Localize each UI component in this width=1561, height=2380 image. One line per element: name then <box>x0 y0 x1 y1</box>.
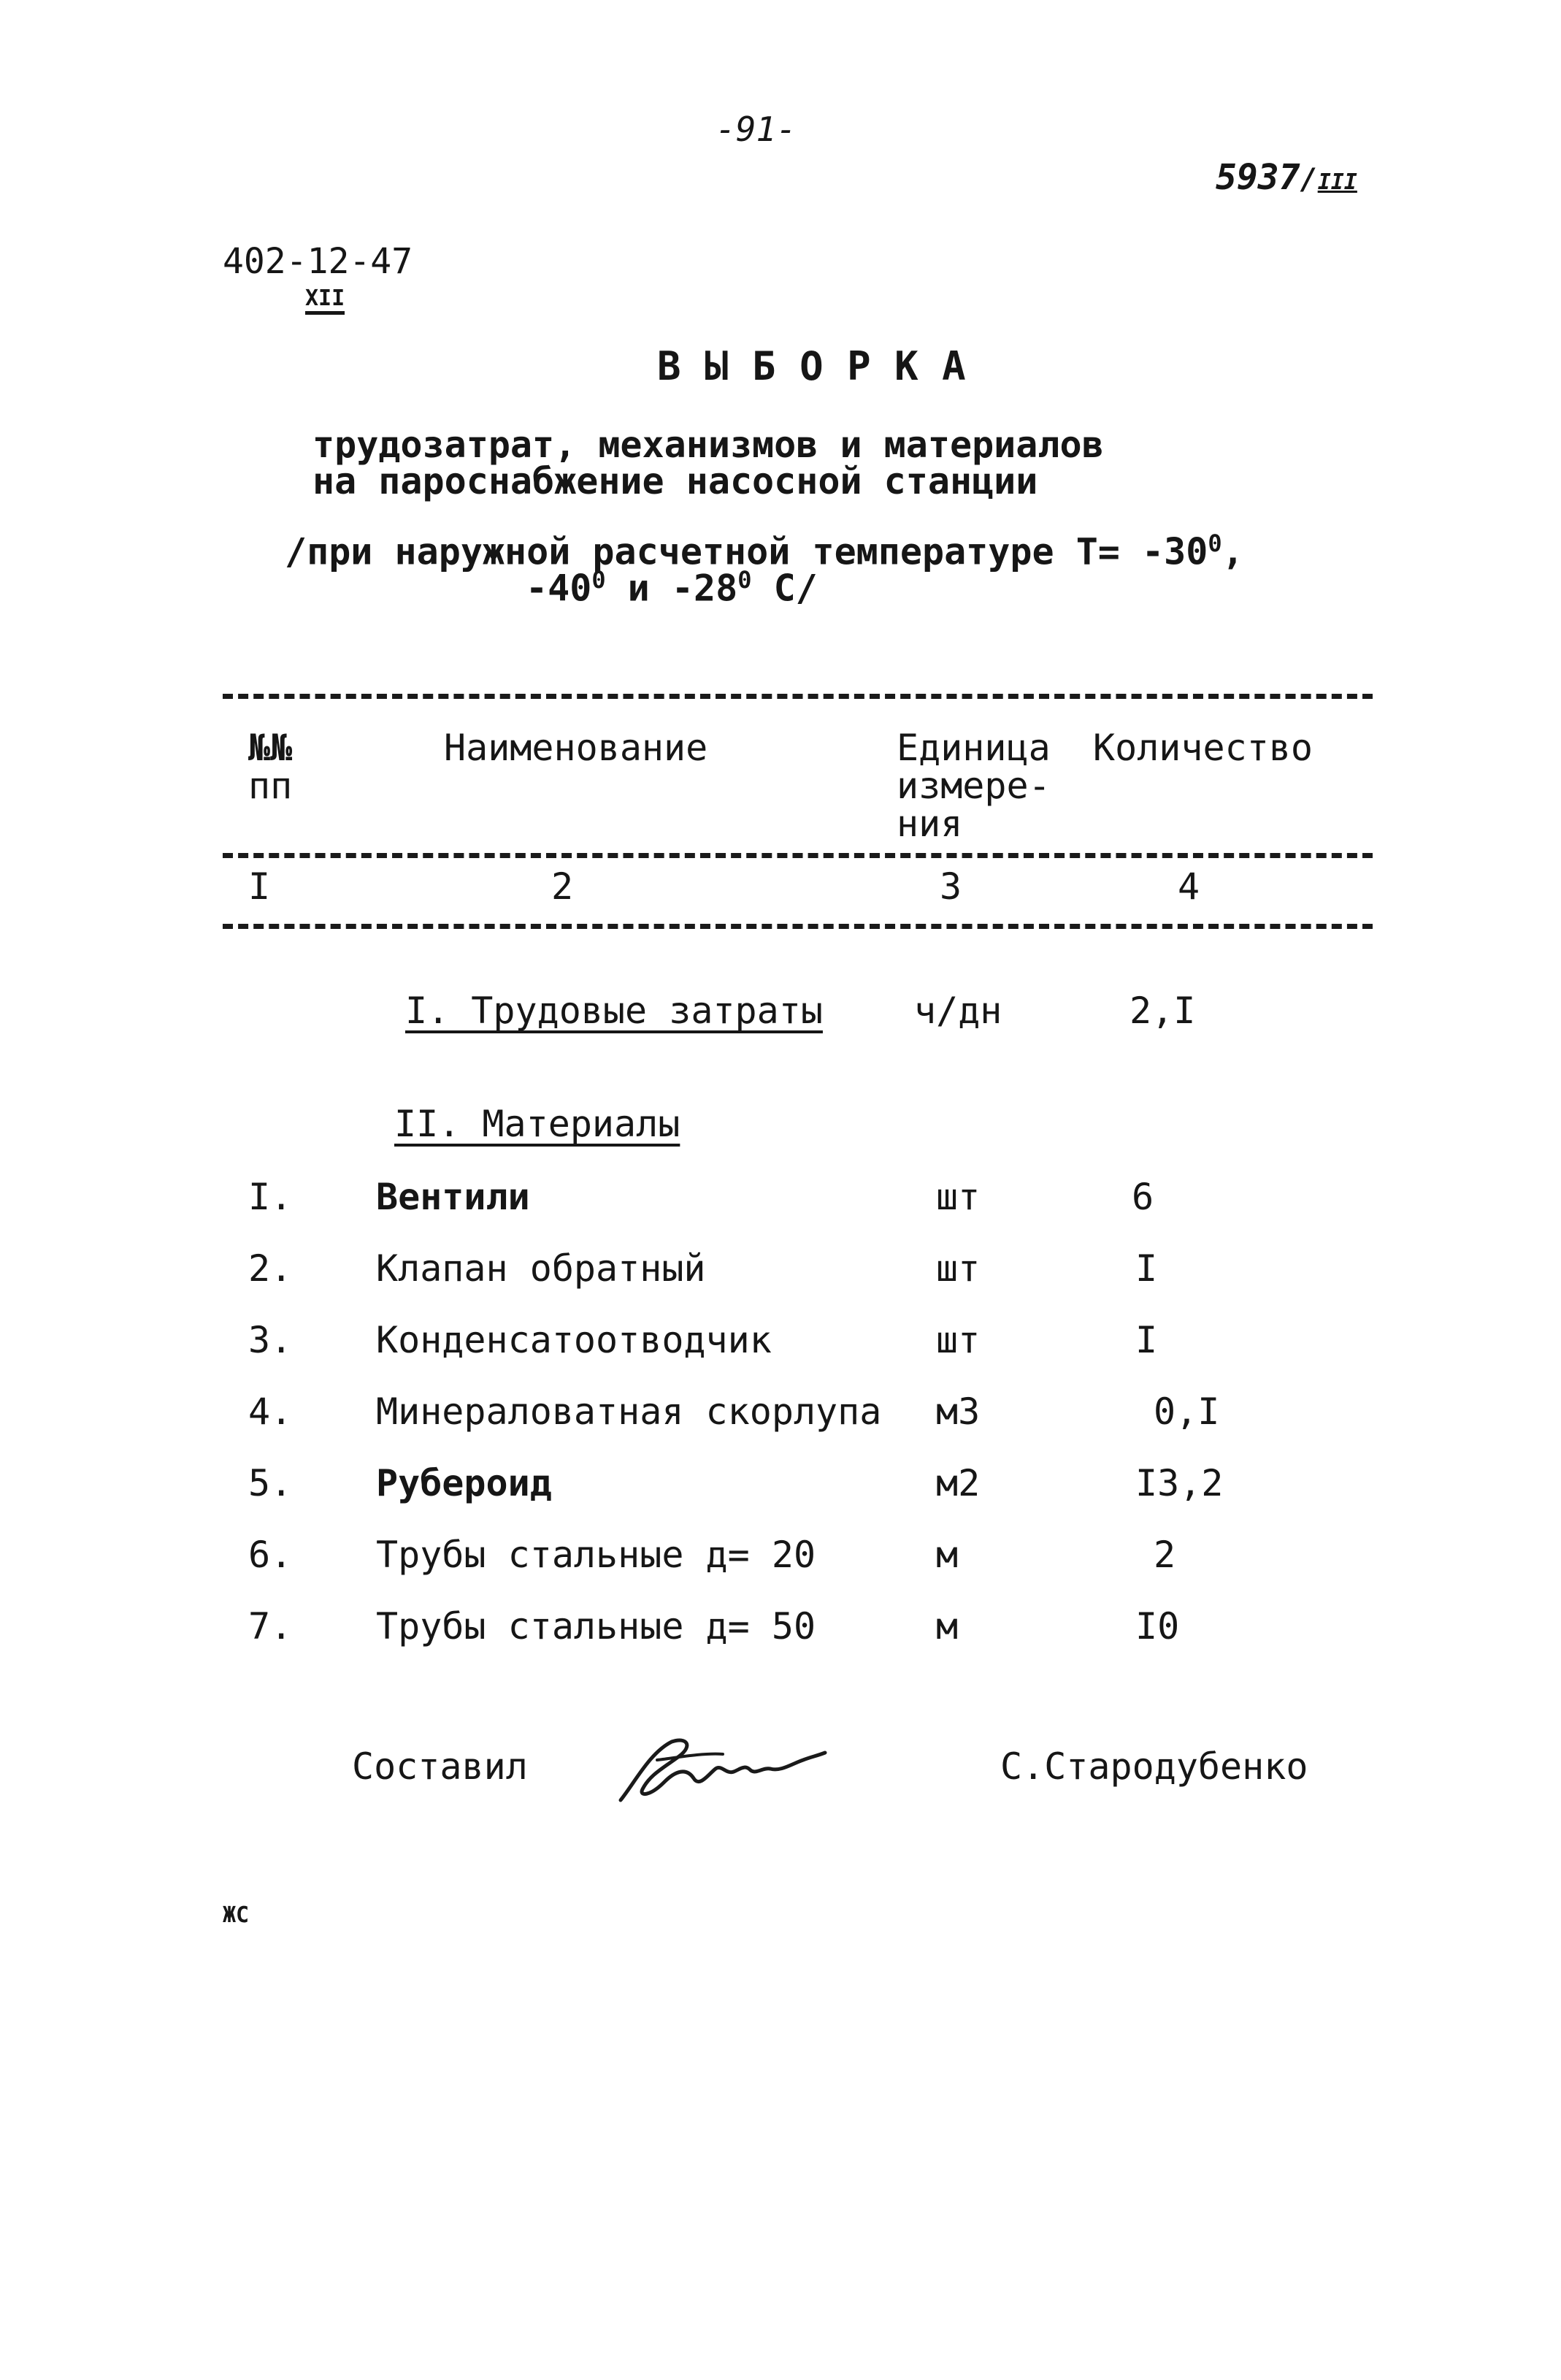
row-quantity: 0,I <box>1154 1390 1220 1433</box>
row-number: 2. <box>248 1247 293 1290</box>
document-code: 402-12-47 <box>223 241 413 282</box>
column-number-4: 4 <box>1178 865 1200 908</box>
corner-code-sub: III <box>1317 169 1357 195</box>
column-number-2: 2 <box>551 865 574 908</box>
header-unit-line-2: измере- <box>897 765 1051 807</box>
header-quantity: Количество <box>1093 727 1313 769</box>
section-labor-label <box>405 990 823 1032</box>
condition-line-1-text: /при наружной расчетной температуре Т= -30 <box>285 530 1208 573</box>
row-name: Конденсатоотводчик <box>376 1319 772 1361</box>
header-unit-line-3: ния <box>897 803 963 845</box>
row-unit: м2 <box>936 1462 981 1504</box>
row-number: 5. <box>248 1462 293 1504</box>
signature <box>606 1723 840 1818</box>
row-name: Рубероид <box>376 1462 552 1504</box>
row-number: 6. <box>248 1534 293 1576</box>
degree-mark: 0 <box>591 566 606 594</box>
header-name: Наименование <box>444 727 708 769</box>
compiler-name: С.Стародубенко <box>1000 1745 1308 1788</box>
row-quantity: 6 <box>1132 1176 1154 1218</box>
subtitle-line-2: на пароснабжение насосной станции <box>312 460 1038 502</box>
condition-line-2-b: и -28 <box>605 567 738 610</box>
section-labor-text: I. Трудовые затраты <box>405 990 823 1032</box>
row-name: Минераловатная скорлупа <box>376 1390 882 1433</box>
row-unit: м3 <box>936 1390 981 1433</box>
section-labor-unit: ч/дн <box>914 990 1002 1032</box>
page-number: -91- <box>716 110 797 149</box>
typist-initials: ЖС <box>223 1902 250 1928</box>
column-number-1: I <box>248 865 271 908</box>
header-number-line-2: пп <box>248 765 293 807</box>
table-top-rule <box>223 694 1373 699</box>
corner-code: 5937/III <box>1216 157 1357 198</box>
condition-line-2 <box>526 566 818 610</box>
row-quantity: 2 <box>1154 1534 1176 1576</box>
document-code-sub: XII <box>305 286 345 315</box>
table-columns-rule <box>223 924 1373 929</box>
row-name: Вентили <box>376 1176 530 1218</box>
row-name: Клапан обратный <box>376 1247 706 1290</box>
condition-line-2-c: С/ <box>751 567 818 610</box>
row-unit: шт <box>936 1247 981 1290</box>
row-unit: м <box>936 1605 959 1648</box>
row-quantity: I <box>1135 1247 1158 1290</box>
degree-mark: 0 <box>1208 529 1222 557</box>
condition-line-2-a: -40 <box>526 567 592 610</box>
section-labor-quantity: 2,I <box>1129 990 1196 1032</box>
row-unit: шт <box>936 1176 981 1218</box>
row-number: I. <box>248 1176 293 1218</box>
section-materials-label <box>394 1103 680 1145</box>
header-number-line-1: №№ <box>248 727 293 769</box>
compiled-by-label: Составил <box>352 1745 528 1788</box>
row-unit: м <box>936 1534 959 1576</box>
page-title: В Ы Б О Р К А <box>657 343 966 389</box>
degree-mark: 0 <box>737 566 752 594</box>
header-unit-line-1: Единица <box>897 727 1051 769</box>
row-name: Трубы стальные д= 20 <box>376 1534 816 1576</box>
row-quantity: I3,2 <box>1135 1462 1224 1504</box>
corner-code-number: 5937 <box>1216 157 1300 198</box>
column-number-3: 3 <box>940 865 962 908</box>
subtitle-line-1: трудозатрат, механизмов и материалов <box>312 424 1104 466</box>
row-name: Трубы стальные д= 50 <box>376 1605 816 1648</box>
row-quantity: I <box>1135 1319 1158 1361</box>
row-unit: шт <box>936 1319 981 1361</box>
row-quantity: I0 <box>1135 1605 1180 1648</box>
section-materials-text: II. Материалы <box>394 1103 680 1145</box>
row-number: 7. <box>248 1605 293 1648</box>
row-number: 3. <box>248 1319 293 1361</box>
condition-line-1-end: , <box>1221 530 1244 573</box>
row-number: 4. <box>248 1390 293 1433</box>
table-header-rule <box>223 853 1373 858</box>
